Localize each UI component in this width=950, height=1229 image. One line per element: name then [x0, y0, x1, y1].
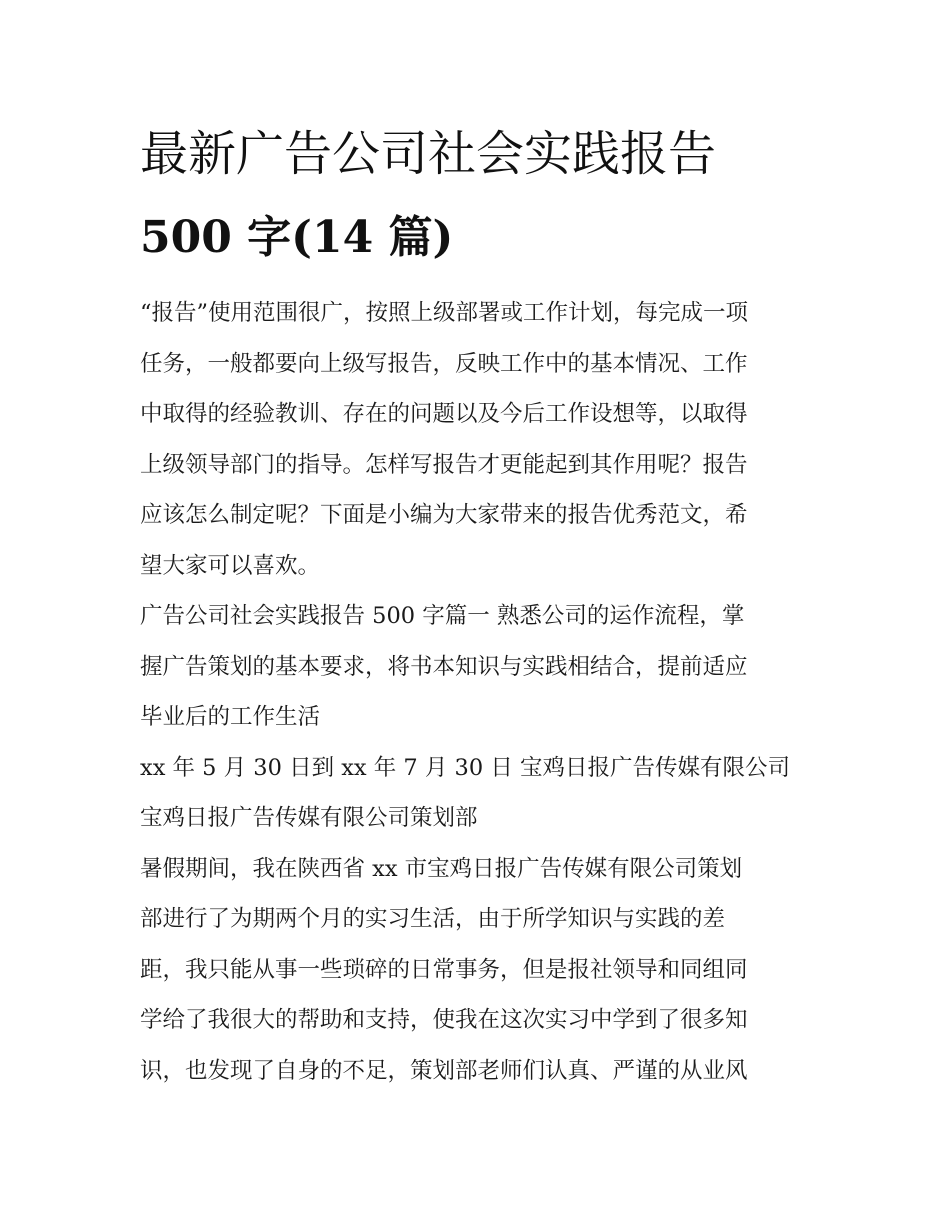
text-line: 任务，一般都要向上级写报告，反映工作中的基本情况、工作 [140, 350, 748, 377]
text-line: 宝鸡日报广告传媒有限公司策划部 [140, 805, 478, 831]
text-line: 距，我只能从事一些琐碎的日常事务，但是报社领导和同组同 [140, 956, 748, 983]
text-line: 上级领导部门的指导。怎样写报告才更能起到其作用呢？报告 [140, 451, 748, 478]
text-line: 学给了我很大的帮助和支持，使我在这次实习中学到了很多知 [140, 1007, 748, 1033]
text-line: 应该怎么制定呢？下面是小编为大家带来的报告优秀范文，希 [140, 502, 748, 528]
paragraph-dates [140, 743, 820, 794]
paragraph-intro [140, 288, 820, 591]
paragraph-experience [140, 844, 820, 1097]
title-line-1: 最新广告公司社会实践报告 [140, 126, 717, 182]
text-line: xx 年 5 月 30 日到 xx 年 7 月 30 日 宝鸡日报广告传媒有限公司 [140, 754, 790, 781]
text-line: “报告”使用范围很广，按照上级部署或工作计划，每完成一项 [140, 300, 749, 326]
text-line: 握广告策划的基本要求，将书本知识与实践相结合，提前适应 [140, 653, 748, 680]
text-line: 中取得的经验教训、存在的问题以及今后工作设想等，以取得 [140, 401, 748, 427]
text-line: 望大家可以喜欢。 [140, 552, 321, 579]
text-line: 暑假期间，我在陕西省 xx 市宝鸡日报广告传媒有限公司策划 [140, 855, 743, 882]
paragraph-purpose [140, 591, 820, 743]
text-line: 毕业后的工作生活 [140, 704, 321, 730]
title-line-2: 500 字(14 篇) [140, 212, 454, 263]
paragraph-department [140, 793, 820, 844]
text-line: 识，也发现了自身的不足，策划部老师们认真、严谨的从业风 [140, 1057, 748, 1084]
text-line: 广告公司社会实践报告 500 字篇一 熟悉公司的运作流程，掌 [140, 603, 745, 629]
text-line: 部进行了为期两个月的实习生活，由于所学知识与实践的差 [140, 906, 726, 932]
document-content [140, 112, 820, 1096]
document-title [140, 112, 820, 280]
document-body [140, 288, 820, 1096]
